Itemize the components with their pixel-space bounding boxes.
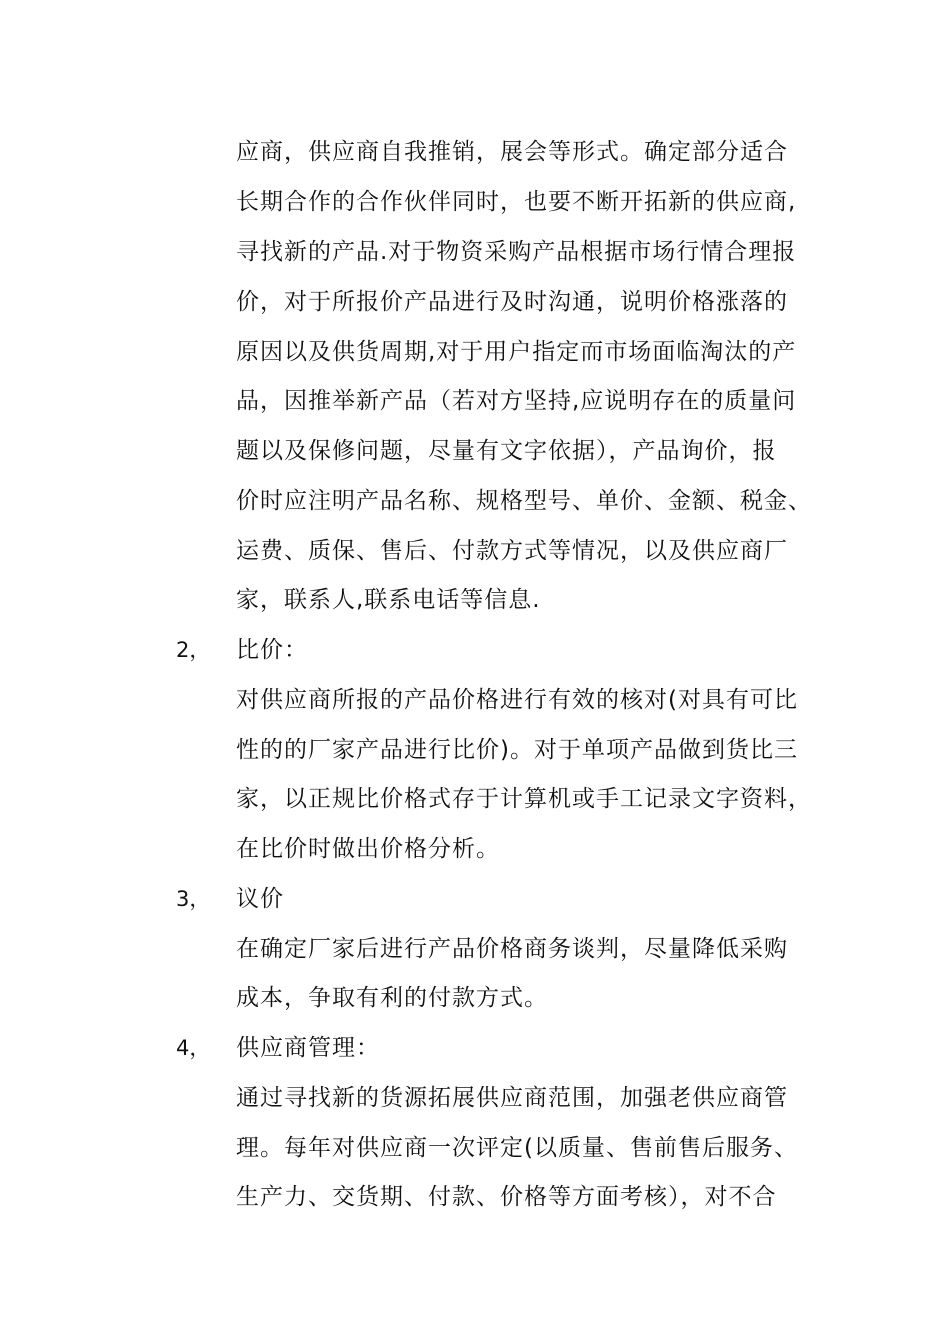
section-heading: 比价： [236, 637, 308, 663]
paragraph-line: 寻找新的产品.对于物资采购产品根据市场行情合理报 [236, 239, 797, 265]
paragraph-line: 对供应商所报的产品价格进行有效的核对(对具有可比 [236, 687, 798, 713]
paragraph-line: 家，联系人,联系电话等信息. [236, 587, 541, 613]
section-number: 4， [176, 1036, 211, 1060]
paragraph-line: 成本，争取有利的付款方式。 [236, 985, 548, 1011]
section-heading: 供应商管理： [236, 1035, 380, 1061]
paragraph-line: 家，以正规比价格式存于计算机或手工记录文字资料， [236, 786, 812, 812]
paragraph-line: 题以及保修问题，尽量有文字依据），产品询价，报 [236, 438, 777, 464]
paragraph-line: 在确定厂家后进行产品价格商务谈判，尽量降低采购 [236, 936, 788, 962]
paragraph-line: 运费、质保、售后、付款方式等情况，以及供应商厂 [236, 538, 788, 564]
paragraph-line: 长期合作的合作伙伴同时，也要不断开拓新的供应商, [236, 189, 797, 215]
paragraph-line: 原因以及供货周期,对于用户指定而市场面临淘汰的产 [236, 339, 797, 365]
paragraph-line: 品，因推举新产品（若对方坚持,应说明存在的质量问 [236, 388, 797, 414]
section-heading: 议价 [236, 886, 284, 912]
paragraph-line: 通过寻找新的货源拓展供应商范围，加强老供应商管 [236, 1085, 788, 1111]
section-number: 2， [176, 638, 211, 662]
paragraph-line: 生产力、交货期、付款、价格等方面考核），对不合 [236, 1184, 777, 1210]
paragraph-line: 价时应注明产品名称、规格型号、单价、金额、税金、 [236, 488, 812, 514]
paragraph-line: 在比价时做出价格分析。 [236, 836, 500, 862]
section-number: 3， [176, 887, 211, 911]
paragraph-line: 应商，供应商自我推销，展会等形式。确定部分适合 [236, 139, 788, 165]
paragraph-line: 价，对于所报价产品进行及时沟通，说明价格涨落的 [236, 289, 788, 315]
paragraph-line: 理。每年对供应商一次评定(以质量、售前售后服务、 [236, 1135, 798, 1161]
paragraph-line: 性的的厂家产品进行比价)。对于单项产品做到货比三 [236, 737, 798, 763]
